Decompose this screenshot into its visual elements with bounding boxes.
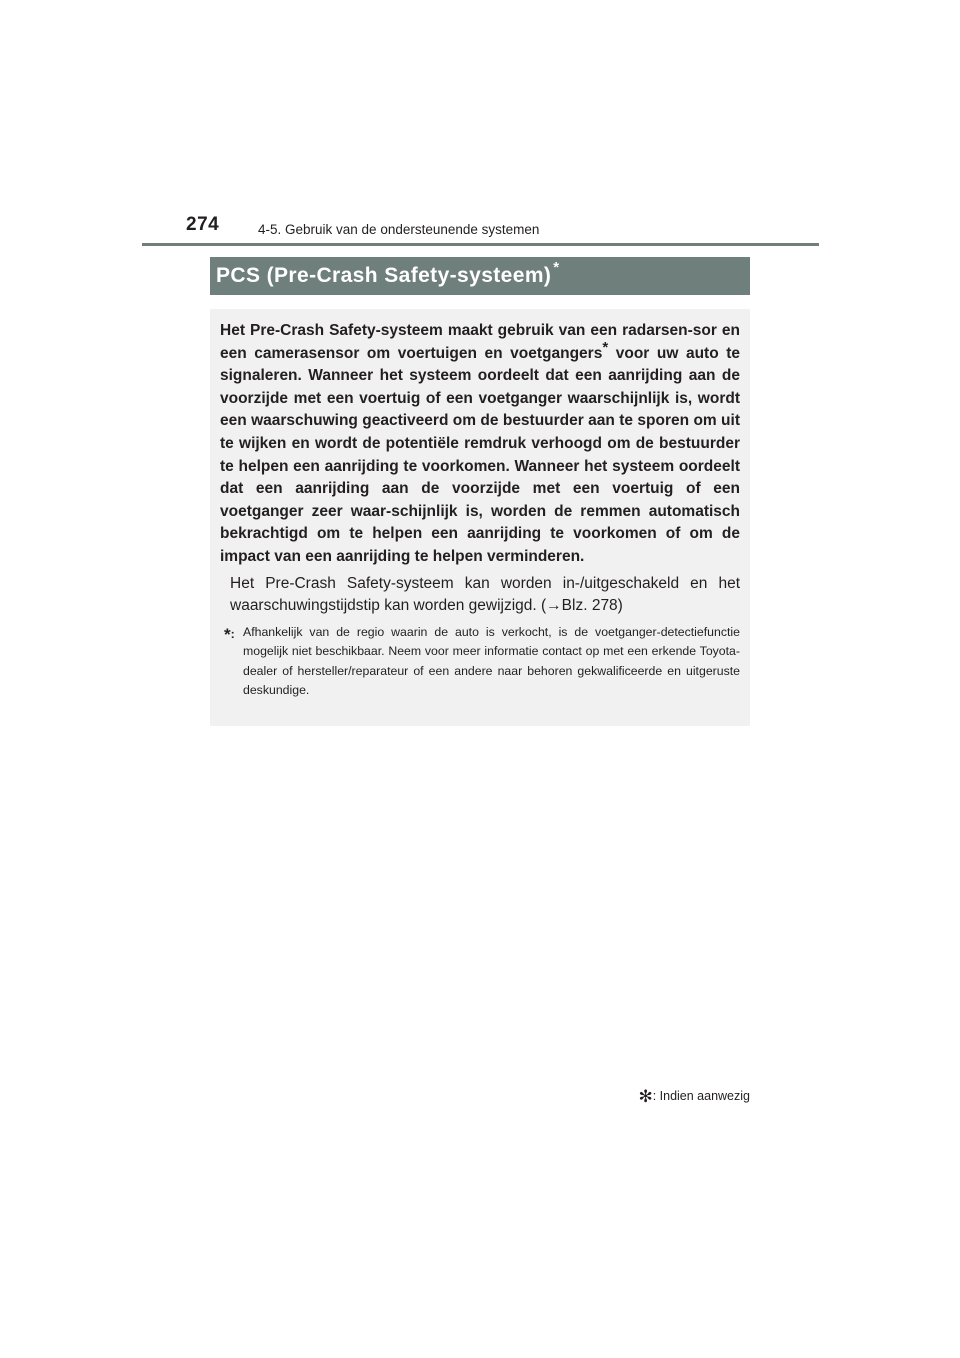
info-box: [210, 309, 750, 726]
lead-text-part1: Het Pre-Crash Safety-systeem maakt gebruik van een radarsen-sor en een camerasensor om voertuigen en voetgangers: [220, 322, 740, 362]
lead-paragraph: [220, 320, 740, 569]
footnote-asterisk: *: [224, 624, 231, 644]
footnote-marker: [224, 623, 235, 645]
page-footnote: [638, 1085, 750, 1105]
footnote-colon: :: [230, 626, 235, 641]
lead-text-part2: voor uw auto te signaleren. Wanneer het systeem oordeelt dat een aanrijding aan de voorzijde met een voertuig of een voetganger waarschijnlijk is, wordt een waarschuwing geactiveerd om de bestuurder aan te sporen om uit te wijken en wordt de potentiële remdruk verhoogd om de bestuurder te helpen een aanrijding te voorkomen. Wanneer het systeem oordeelt dat een aanrijding aan de voorzijde met een voertuig of een voetganger zeer waar-schijnlijk is, worden de remmen automatisch bekrachtigd om te helpen een aanrijding te voorkomen of om de impact van een aanrijding te helpen verminderen.: [220, 344, 741, 565]
section-path: 4-5. Gebruik van de ondersteunende systemen: [258, 222, 540, 237]
page-footnote-text: : Indien aanwezig: [652, 1089, 750, 1103]
settings-note: Het Pre-Crash Safety-systeem kan worden in-/uitgeschakeld en het waarschuwingstijdstip kan worden gewijzigd. (→Blz. 278): [230, 574, 740, 614]
box-footnote: [220, 623, 740, 701]
section-title-bar: [210, 257, 750, 295]
footnote-text: Afhankelijk van de regio waarin de auto is verkocht, is de voetganger-detectiefunctie mogelijk niet beschikbaar. Neem voor meer informatie contact op met een erkende Toyota-dealer of hersteller/reparateur of een andere naar behoren gekwalificeerde en uitgeruste deskundige.: [243, 624, 740, 698]
asterisk-icon: ✻: [638, 1087, 653, 1106]
page-number: 274: [186, 214, 220, 235]
header-rule: [142, 243, 819, 246]
section-title: PCS (Pre-Crash Safety-systeem): [216, 264, 552, 287]
lead-asterisk: *: [602, 338, 609, 356]
title-asterisk: *: [553, 258, 560, 276]
